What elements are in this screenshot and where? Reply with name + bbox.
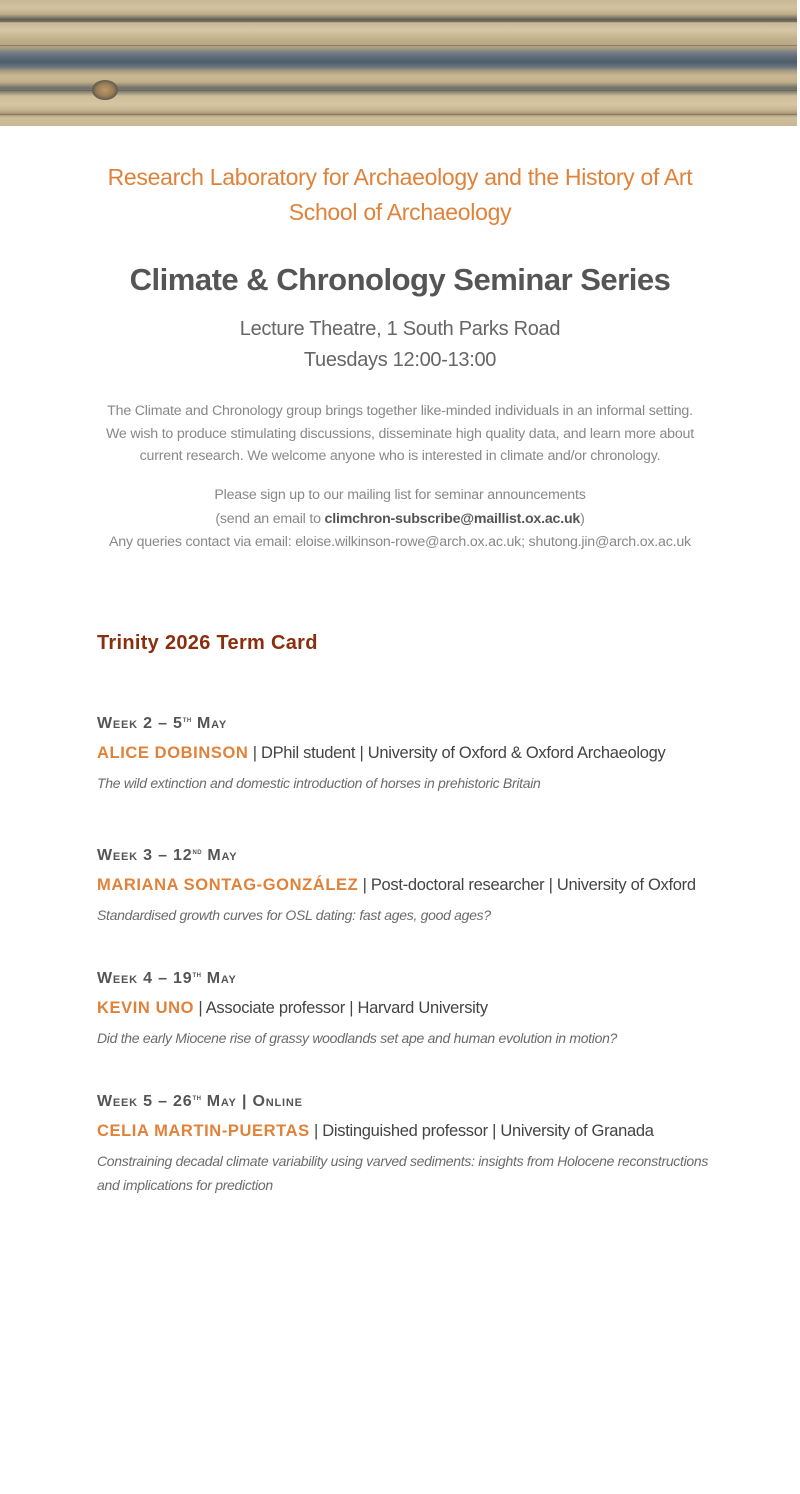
wood-grain-line bbox=[0, 21, 797, 22]
term-card-title: Trinity 2026 Term Card bbox=[97, 632, 318, 654]
seminar-date bbox=[97, 708, 717, 735]
date-ordinal: th bbox=[192, 969, 202, 979]
subscribe-prefix: (send an email to bbox=[215, 510, 325, 527]
wood-grain-line bbox=[0, 90, 797, 91]
wood-knot bbox=[92, 80, 118, 100]
speaker-details: | DPhil student | University of Oxford & Oxford Archaeology bbox=[248, 744, 666, 762]
talk-title: Did the early Miocene rise of grassy woodlands set ape and human evolution in motion? bbox=[97, 1030, 618, 1046]
wood-grain-banner bbox=[0, 0, 797, 126]
wood-grain-line bbox=[0, 114, 797, 115]
subscribe-line bbox=[0, 508, 800, 532]
speaker-name: ALICE DOBINSON bbox=[97, 744, 249, 762]
date-ordinal: th bbox=[192, 1092, 202, 1102]
seminar-date bbox=[97, 1086, 717, 1113]
speaker-line bbox=[97, 1120, 717, 1142]
seminar-entry bbox=[97, 1086, 717, 1197]
week-label: Week 3 – 12 bbox=[97, 847, 193, 864]
mailing-list-info bbox=[0, 484, 800, 555]
queries-contact: Any queries contact via email: eloise.wilkinson-rowe@arch.ox.ac.uk; shutong.jin@arch.ox.ac.uk bbox=[109, 534, 691, 550]
speaker-name: CELIA MARTIN-PUERTAS bbox=[97, 1122, 310, 1140]
speaker-line bbox=[97, 742, 717, 764]
month-label: May bbox=[201, 1093, 237, 1110]
venue-block bbox=[0, 314, 800, 376]
seminar-date bbox=[97, 963, 717, 990]
speaker-line bbox=[97, 874, 717, 896]
month-label: May bbox=[202, 847, 238, 864]
seminar-entry bbox=[97, 708, 717, 795]
talk-title: The wild extinction and domestic introduction of horses in prehistoric Britain bbox=[97, 775, 541, 791]
week-label: Week 4 – 19 bbox=[97, 970, 193, 987]
venue-time: Tuesdays 12:00-13:00 bbox=[303, 349, 497, 371]
speaker-line bbox=[97, 997, 717, 1019]
org-line-school: School of Archaeology bbox=[288, 199, 512, 225]
speaker-name: MARIANA SONTAG-GONZÁLEZ bbox=[97, 876, 359, 894]
talk-title: Standardised growth curves for OSL dating: fast ages, good ages? bbox=[97, 907, 491, 923]
intro-paragraph: The Climate and Chronology group brings together like-minded individuals in an informal setting. We wish to produce stimulating discussions, disseminate high quality data, and learn more about current research. We welcome anyone who is interested in climate and/or chronology. bbox=[106, 403, 694, 464]
venue-location: Lecture Theatre, 1 South Parks Road bbox=[239, 318, 561, 340]
subscribe-email-link[interactable]: climchron-subscribe@maillist.ox.ac.uk bbox=[324, 510, 581, 527]
speaker-details: | Associate professor | Harvard University bbox=[194, 999, 488, 1017]
subscribe-suffix: ) bbox=[580, 510, 585, 527]
month-label: May bbox=[191, 715, 228, 732]
wood-grain-line bbox=[0, 45, 797, 46]
seminar-date bbox=[97, 840, 717, 867]
talk-title: Constraining decadal climate variability using varved sediments: insights from Holocene reconstructions and implications for prediction bbox=[97, 1153, 709, 1193]
date-ordinal: th bbox=[182, 714, 192, 724]
week-label: Week 2 – 5 bbox=[97, 715, 183, 732]
date-ordinal: nd bbox=[192, 846, 203, 856]
format-label: | Online bbox=[236, 1093, 303, 1110]
speaker-details: | Post-doctoral researcher | University of Oxford bbox=[358, 876, 696, 894]
speaker-details: | Distinguished professor | University of Granada bbox=[309, 1122, 654, 1140]
speaker-name: KEVIN UNO bbox=[97, 999, 195, 1017]
page-title: Climate & Chronology Seminar Series bbox=[129, 262, 671, 297]
month-label: May bbox=[201, 970, 237, 987]
signup-text: Please sign up to our mailing list for seminar announcements bbox=[214, 487, 586, 503]
week-label: Week 5 – 26 bbox=[97, 1093, 193, 1110]
seminar-entry bbox=[97, 840, 717, 927]
organization-header bbox=[0, 160, 800, 230]
org-line-lab: Research Laboratory for Archaeology and the History of Art bbox=[107, 164, 693, 190]
seminar-entry bbox=[97, 963, 717, 1050]
